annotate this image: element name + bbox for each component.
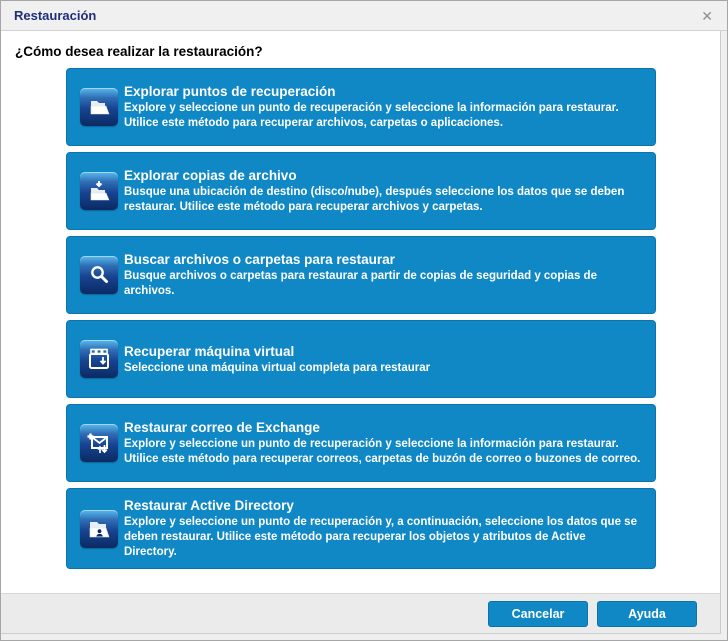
option-title: Restaurar correo de Exchange bbox=[124, 420, 320, 435]
window-title: Restauración bbox=[14, 8, 97, 23]
cancel-button[interactable]: Cancelar bbox=[488, 601, 588, 627]
option-title: Explorar puntos de recuperación bbox=[124, 84, 336, 99]
option-browse-recovery-points[interactable] bbox=[66, 68, 656, 146]
exchange-mail-icon bbox=[80, 424, 118, 462]
option-text bbox=[124, 343, 430, 376]
close-icon[interactable]: ✕ bbox=[701, 7, 713, 24]
option-description: Busque una ubicación de destino (disco/nube), después seleccione los datos que se deben restaurar. Utilice este método para recuperar archivos y carpetas. bbox=[124, 186, 625, 213]
window-frame bbox=[1, 31, 727, 640]
option-description: Busque archivos o carpetas para restaurar a partir de copias de seguridad y copias de archivos. bbox=[124, 270, 597, 297]
search-icon bbox=[80, 256, 118, 294]
option-description: Explore y seleccione un punto de recuperación y seleccione la información para restaurar. Utilice este método para recuperar archivos, carpetas o aplicaciones. bbox=[124, 102, 619, 129]
dialog-question: ¿Cómo desea realizar la restauración? bbox=[15, 44, 263, 59]
help-button[interactable]: Ayuda bbox=[597, 601, 697, 627]
virtual-machine-icon bbox=[80, 340, 118, 378]
restore-options-list bbox=[66, 68, 656, 569]
option-text bbox=[124, 497, 641, 560]
option-find-files-folders[interactable] bbox=[66, 236, 656, 314]
dialog-body bbox=[1, 31, 721, 634]
option-browse-file-copies[interactable] bbox=[66, 152, 656, 230]
folder-download-icon bbox=[80, 172, 118, 210]
option-description: Explore y seleccione un punto de recuperación y seleccione la información para restaurar. Utilice este método para recuperar correos, carpetas de buzón de correo o buzones de correo. bbox=[124, 438, 641, 465]
option-title: Restaurar Active Directory bbox=[124, 498, 294, 513]
option-description: Seleccione una máquina virtual completa para restaurar bbox=[124, 361, 431, 374]
open-folder-icon bbox=[80, 88, 118, 126]
option-text bbox=[124, 83, 641, 131]
option-description: Explore y seleccione un punto de recuperación y, a continuación, seleccione los datos que se deben restaurar. Utilice este método para recuperar los objetos y atributos de Active Directory. bbox=[124, 516, 637, 558]
option-text bbox=[124, 251, 641, 299]
option-restore-active-directory[interactable] bbox=[66, 488, 656, 569]
option-text bbox=[124, 167, 641, 215]
option-recover-virtual-machine[interactable] bbox=[66, 320, 656, 398]
option-restore-exchange-mail[interactable] bbox=[66, 404, 656, 482]
option-title: Explorar copias de archivo bbox=[124, 168, 297, 183]
title-bar bbox=[1, 1, 727, 31]
option-title: Buscar archivos o carpetas para restaurar bbox=[124, 252, 395, 267]
option-title: Recuperar máquina virtual bbox=[124, 343, 295, 359]
option-text bbox=[124, 419, 641, 467]
dialog-content bbox=[1, 31, 720, 593]
dialog-footer bbox=[1, 593, 720, 633]
active-directory-folder-icon bbox=[80, 510, 118, 548]
